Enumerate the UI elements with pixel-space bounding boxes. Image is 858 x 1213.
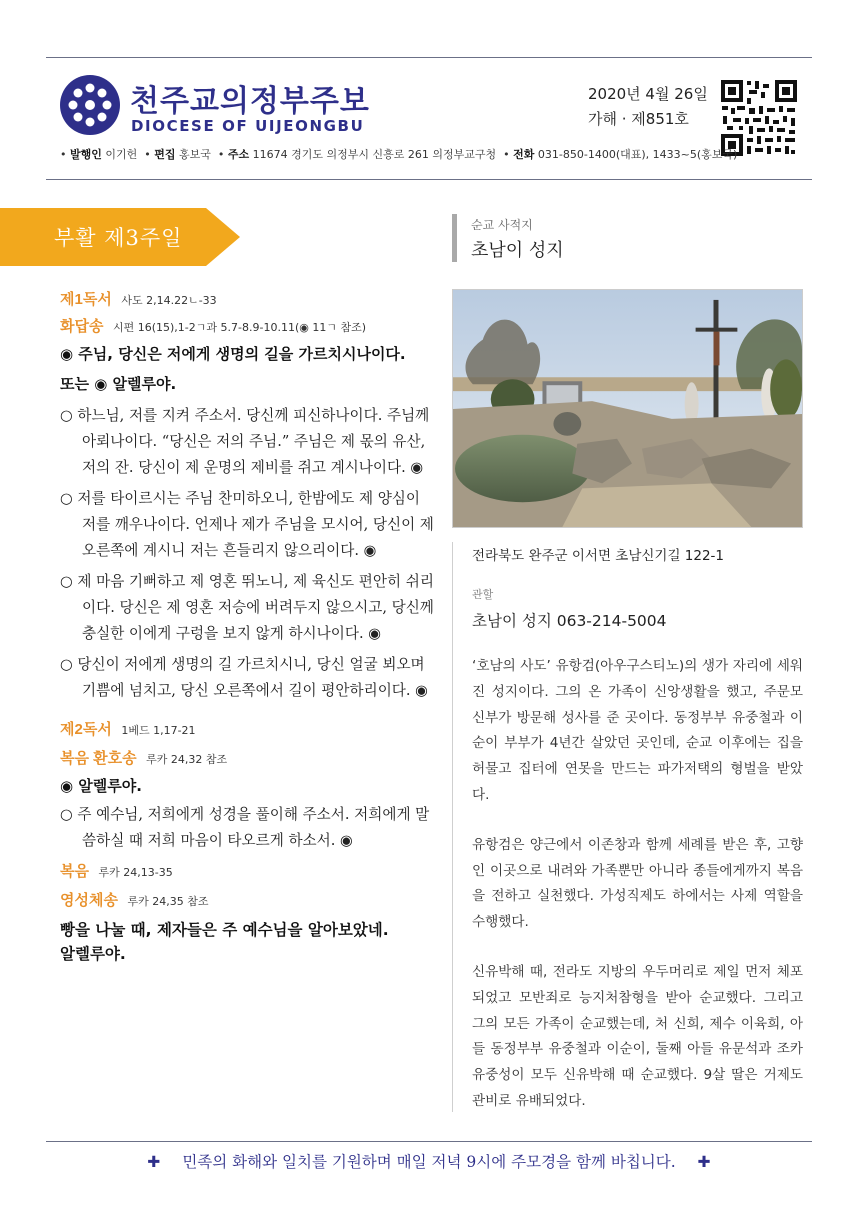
psalm-alt-response: 또는 ◉ 알렐루야.: [60, 375, 177, 393]
publisher-name: 이기헌: [105, 148, 138, 161]
issue-number: 가해 · 제851호: [588, 110, 689, 128]
footer-text: 민족의 화해와 일치를 기원하며 매일 저녁 9시에 주모경을 함께 바칩니다.: [182, 1153, 676, 1171]
acclamation-response: ◉ 알렐루야.: [60, 777, 142, 795]
gospel-acclamation-ref: 루카 24,32 참조: [146, 753, 228, 766]
gospel-ref: 루카 24,13-35: [98, 866, 173, 879]
verse-marker: ○: [60, 573, 73, 590]
liturgy-column: [60, 288, 438, 966]
editor-label: 편집: [154, 148, 176, 161]
gospel-label: 복음: [60, 863, 89, 880]
cross-icon: ✚: [147, 1153, 161, 1171]
psalm-response: ◉ 주님, 당신은 저에게 생명의 길을 가르치시나이다.: [60, 345, 406, 363]
bulletin-subtitle: DIOCESE OF UIJEONGBU: [131, 117, 365, 135]
communion-label: 영성체송: [60, 892, 118, 909]
shrine-info: [472, 544, 803, 1115]
verse-marker: ○: [60, 407, 73, 424]
bulletin-title: 천주교의정부주보: [130, 84, 370, 119]
sunday-title: 부활 제3주일: [54, 226, 183, 250]
psalm-verse: [60, 486, 438, 564]
communion-text-alleluia: 알렐루야.: [60, 945, 126, 963]
shrine-photo: [452, 289, 803, 528]
psalm-verse: [60, 569, 438, 647]
sidebar-divider: [452, 542, 453, 1112]
first-reading-label: 제1독서: [60, 291, 112, 308]
first-reading: [60, 288, 438, 309]
shrine-address: 전라북도 완주군 이서면 초남신기길 122-1: [472, 548, 725, 564]
gospel-acclamation-label: 복음 환호송: [60, 750, 137, 767]
shrine-paragraph: ‘호남의 사도’ 유항검(아우구스티노)의 생가 자리에 세워진 성지이다. 그의 온 가족이 신앙생활을 했고, 주문모 신부가 방문해 성사를 준 곳이다. 동정부부 유중철과 이순이 부부가 4년간 살았던 곳인데, 순교 이후에는 집을 허물고 집터에 연못을 만드는 파가저택의 형벌을 받았다.: [472, 658, 803, 803]
psalm-verse: [60, 403, 438, 481]
verse-text: 하느님, 저를 지켜 주소서. 당신께 피신하나이다. 주님께 아뢰나이다. “당신은 저의 주님.” 주님은 제 몫의 유산, 저의 잔. 당신이 제 운명의 제비를 쥐고 계시나이다. ◉: [77, 407, 430, 476]
communion-ref: 루카 24,35 참조: [127, 895, 209, 908]
psalm-verse: [60, 652, 438, 704]
verse-marker: ○: [60, 656, 73, 673]
footer-rule: [46, 1141, 812, 1142]
diocese-logo-icon: [59, 74, 121, 136]
publisher-label: 발행인: [70, 148, 102, 161]
phone-label: 전화: [513, 148, 535, 161]
section-kicker: 순교 사적지: [471, 218, 533, 232]
psalm: [60, 315, 438, 336]
address-label: 주소: [227, 148, 250, 161]
footer-prayer: [0, 1150, 858, 1172]
psalm-label: 화답송: [60, 318, 104, 335]
issue-date: 2020년 4월 26일: [588, 85, 708, 103]
verse-text: 저를 타이르시는 주님 찬미하오니, 한밤에도 제 양심이 저를 깨우나이다. 언제나 제가 주님을 모시어, 당신이 제 오른쪽에 계시니 저는 흔들리지 않으리이다. ◉: [77, 490, 434, 559]
shrine-paragraph: 유항검은 양근에서 이존창과 함께 세례를 받은 후, 고향인 이곳으로 내려와 가족뿐만 아니라 종들에게까지 복음을 전하고 실천했다. 가성직제도 하에서는 사제 역할을 수행했다.: [472, 836, 803, 931]
gospel: [60, 860, 438, 881]
contact-label: 관할: [472, 588, 494, 601]
second-reading-label: 제2독서: [60, 721, 112, 738]
shrine-paragraph: 신유박해 때, 전라도 지방의 우두머리로 제일 먼저 체포되었고 모반죄로 능지처참형을 받아 순교했다. 그리고 그의 모든 가족이 순교했는데, 처 신희, 제수 이육희, 아들 동정부부 유중철과 이순이, 둘째 아들 유문석과 조카 유중성이 모두 신유박해 때 순교했다. 9살 딸은 거제도 관비로 유배되었다.: [472, 963, 803, 1109]
section-accent-bar: [452, 214, 457, 262]
second-reading-ref: 1베드 1,17-21: [121, 724, 196, 737]
verse-text: 당신이 저에게 생명의 길 가르치시니, 당신 얼굴 뵈오며 기쁨에 넘치고, 당신 오른쪽에서 길이 평안하리이다. ◉: [77, 656, 428, 699]
section-title: 초남이 성지: [471, 240, 564, 261]
shrine-contact: 초남이 성지 063-214-5004: [472, 612, 667, 630]
verse-text: 제 마음 기뻐하고 제 영혼 뛰노니, 제 육신도 편안히 쉬리이다. 당신은 제 영혼 저승에 버려두지 않으시고, 당신께 충실한 이에게 구렁을 보지 않게 하시나이다. ◉: [77, 573, 434, 642]
header-bottom-rule: [46, 179, 812, 180]
verse-marker: ○: [60, 490, 73, 507]
gospel-acclamation: [60, 747, 438, 768]
editor-name: 홍보국: [179, 148, 211, 161]
acclamation-verse: [60, 802, 438, 854]
communion-text: 빵을 나눌 때, 제자들은 주 예수님을 알아보았네.: [60, 921, 389, 939]
second-reading: [60, 718, 438, 739]
publisher-phone: 031-850-1400(대표), 1433~5(홍보국): [537, 148, 738, 161]
verse-marker: ○: [60, 806, 73, 823]
communion: [60, 889, 438, 910]
psalm-ref: 시편 16(15),1-2ㄱ과 5.7-8.9-10.11(◉ 11ㄱ 참조): [112, 321, 366, 334]
publisher-info: • 발행인 이기헌 • 편집 홍보국 • 주소 11674 경기도 의정부시 신흥로 261 의정부교구청 • 전화 031-850-1400(대표), 1433~5(홍보국): [60, 148, 738, 161]
publisher-address: 11674 경기도 의정부시 신흥로 261 의정부교구청: [252, 148, 497, 161]
first-reading-ref: 사도 2,14.22ㄴ-33: [121, 294, 217, 307]
cross-icon: ✚: [697, 1153, 711, 1171]
verse-text: 주 예수님, 저희에게 성경을 풀이해 주소서. 저희에게 말씀하실 때 저희 마음이 타오르게 하소서. ◉: [77, 806, 430, 849]
top-rule: [46, 57, 812, 58]
